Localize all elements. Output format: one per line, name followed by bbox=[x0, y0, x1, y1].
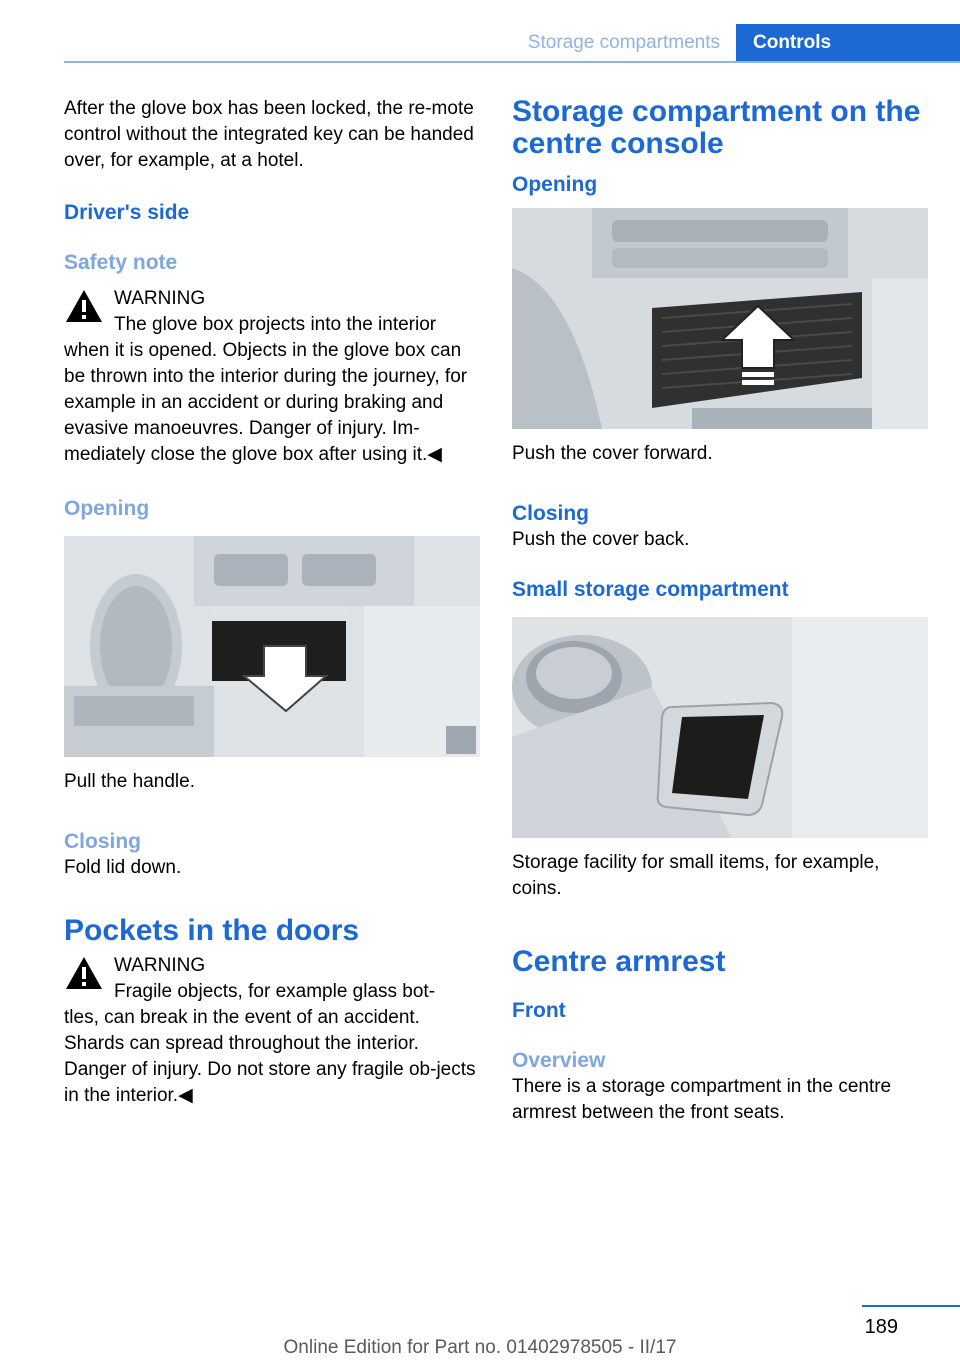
heading-safety-note: Safety note bbox=[64, 251, 178, 274]
warning-label: WARNING bbox=[114, 955, 206, 976]
footer-edition: Online Edition for Part no. 01402978505 - II/17 bbox=[283, 1337, 677, 1358]
caption-pull-handle: Pull the handle. bbox=[64, 771, 195, 792]
heading-closing: Closing bbox=[64, 830, 141, 853]
glove-box-opening-illustration bbox=[64, 536, 480, 757]
warning-text: tles, can break in the event of an accident. Shards can spread throughout the interior. Danger of injury. Do not store any fragile ob-jects in the interior.◀ bbox=[64, 1007, 476, 1106]
heading-small-storage: Small storage compartment bbox=[512, 578, 789, 601]
page-number-rule bbox=[862, 1305, 960, 1307]
warning-icon bbox=[64, 955, 104, 991]
right-column bbox=[512, 96, 928, 1126]
overview-paragraph: There is a storage compartment in the centre armrest between the front seats. bbox=[512, 1076, 892, 1123]
header-section-title: Storage compartments bbox=[527, 32, 720, 53]
heading-pockets-in-doors: Pockets in the doors bbox=[64, 914, 360, 947]
heading-drivers-side: Driver's side bbox=[64, 201, 190, 224]
header-rule bbox=[64, 61, 960, 63]
heading-closing: Closing bbox=[512, 502, 589, 525]
warning-glove-box bbox=[64, 286, 480, 468]
caption-push-forward: Push the cover forward. bbox=[512, 443, 713, 464]
warning-label: WARNING bbox=[114, 288, 206, 309]
heading-opening: Opening bbox=[64, 497, 150, 520]
heading-storage-centre-console: Storage compartment on the centre console bbox=[512, 95, 921, 160]
heading-centre-armrest: Centre armrest bbox=[512, 945, 726, 978]
caption-push-back: Push the cover back. bbox=[512, 529, 690, 550]
caption-small-items: Storage facility for small items, for example, coins. bbox=[512, 852, 880, 899]
warning-first-line: The glove box projects into the interior bbox=[114, 314, 437, 335]
header-chapter-tab: Controls bbox=[736, 24, 960, 63]
heading-front: Front bbox=[512, 999, 566, 1022]
caption-fold-lid: Fold lid down. bbox=[64, 857, 182, 878]
heading-opening: Opening bbox=[512, 173, 598, 196]
heading-overview: Overview bbox=[512, 1049, 606, 1072]
intro-paragraph: After the glove box has been locked, the re-mote control without the integrated key can be handed over, for example, at a hotel. bbox=[64, 98, 474, 171]
left-column bbox=[64, 96, 480, 1109]
warning-first-line: Fragile objects, for example glass bot- bbox=[114, 981, 436, 1002]
page-number: 189 bbox=[864, 1316, 898, 1338]
warning-icon bbox=[64, 288, 104, 324]
centre-console-cover-illustration bbox=[512, 208, 928, 429]
warning-fragile-objects bbox=[64, 953, 480, 1109]
warning-text: when it is opened. Objects in the glove box can be thrown into the interior during the journey, for example in an accident or during braking and evasive manoeuvres. Danger of injury. Im-mediately close the glove box after using it.◀ bbox=[64, 340, 468, 465]
small-storage-illustration bbox=[512, 617, 928, 838]
